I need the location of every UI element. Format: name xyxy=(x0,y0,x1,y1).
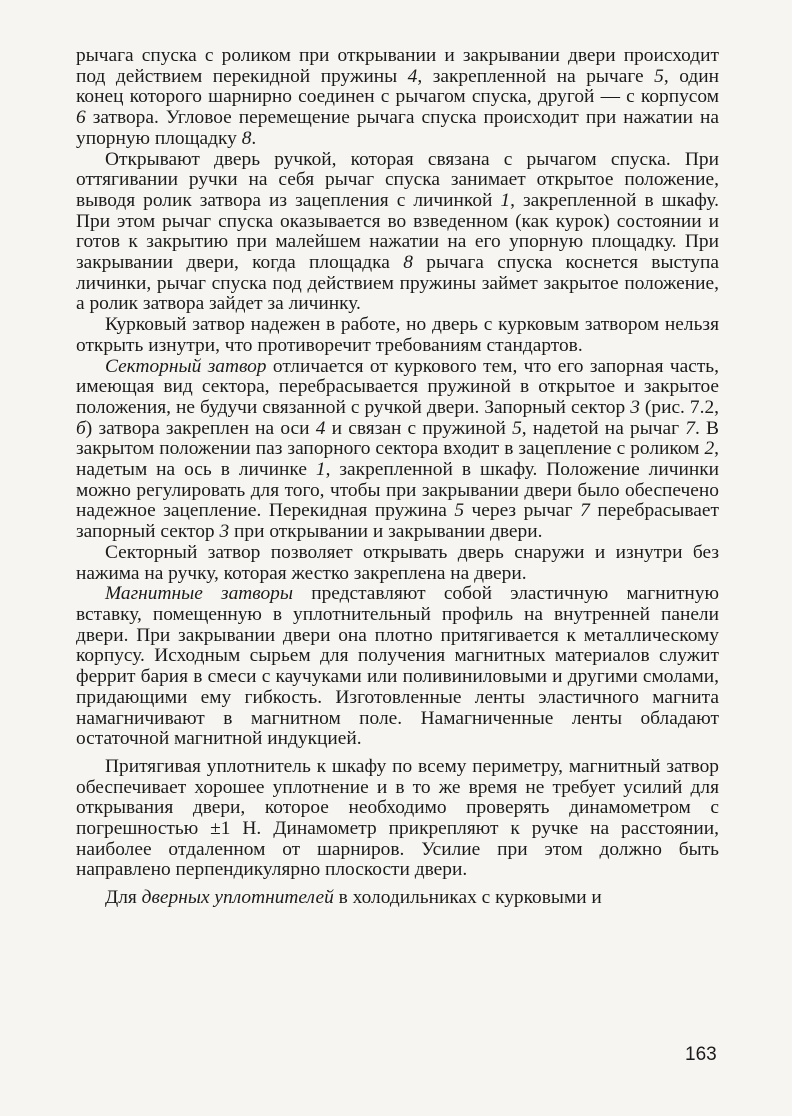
text-run: рычага спуска коснется выступа личинки, рычаг спуска под действием пружины займет закрытое положение, а ролик затвора зайдет за личинку. xyxy=(76,252,719,315)
text-run: Притягивая уплотнитель к шкафу по всему периметру, магнитный затвор обеспечивает хорошее уплотнение и в то же время не требует усилий для открывания двери, которое необходимо проверять динамометром с погрешностью ±1 Н. Динамометр прикрепляют к ручке на расстоянии, наиболее отдаленном от шарниров. Усилие при этом должно быть направлено перпендикулярно плоскости двери. xyxy=(76,755,719,881)
italic-text-run: 4 xyxy=(407,65,418,87)
italic-text-run: 5 xyxy=(654,65,664,87)
italic-text-run: 1 xyxy=(500,189,511,211)
paragraph xyxy=(76,757,719,881)
page-number: 163 xyxy=(685,1044,717,1065)
italic-text-run: 5 xyxy=(512,417,522,439)
text-run: при открывании и закрывании двери. xyxy=(229,521,543,543)
text-run: через рычаг xyxy=(464,500,581,522)
italic-text-run: 3 xyxy=(630,396,640,418)
text-run: , надетым на ось в личинке xyxy=(76,438,719,481)
paragraph xyxy=(76,315,719,356)
text-run: , закрепленной в шкафу. Положение личинки можно регулировать для того, чтобы при закрывании двери было обеспечено надежное зацепление. Перекидная пружина xyxy=(76,459,719,522)
paragraph xyxy=(76,888,719,909)
italic-text-run: 1 xyxy=(315,459,326,481)
italic-text-run: 8 xyxy=(403,252,413,274)
italic-text-run: 8 xyxy=(241,127,252,149)
italic-text-run: дверных уплотнителей xyxy=(141,887,334,909)
text-run: (рис. 7.2, xyxy=(639,396,720,418)
text-run: в холодильниках с курковыми и xyxy=(333,887,602,909)
text-run: Курковый затвор надежен в работе, но дверь с курковым затвором нельзя открыть изнутри, что противоречит требованиям стандартов. xyxy=(76,314,719,356)
paragraph xyxy=(76,584,719,750)
italic-text-run: 2 xyxy=(704,438,715,460)
text-run: рычага спуска с роликом при открывании и закрывании двери происходит под действием перекидной пружины xyxy=(76,45,719,87)
paragraph xyxy=(76,357,719,543)
italic-text-run: 5 xyxy=(454,500,465,522)
text-run: и связан с пружиной xyxy=(325,417,513,439)
text-run: . xyxy=(251,127,257,149)
text-run: перебрасывает запорный сектор xyxy=(76,500,719,543)
body-text xyxy=(76,46,719,909)
text-run: Секторный затвор позволяет открывать дверь снаружи и изнутри без нажима на ручку, которая жестко закреплена на двери. xyxy=(76,541,719,584)
text-run: затвора. Угловое перемещение рычага спуска происходит при нажатии на упорную площадку xyxy=(76,107,719,149)
text-run: , один конец которого шарнирно соединен с рычагом спуска, другой — с корпусом xyxy=(76,65,719,108)
italic-text-run: Магнитные затворы xyxy=(105,583,293,605)
paragraph xyxy=(76,150,719,316)
italic-text-run: 6 xyxy=(76,107,86,129)
text-run: , закрепленной в шкафу. При этом рычаг спуска оказывается во взведенном (как курок) состоянии и готов к закрытию при малейшем нажатии на его упорную площадку. При закрывании двери, когда площадка xyxy=(76,189,719,274)
paragraph xyxy=(76,543,719,584)
italic-text-run: 7 xyxy=(580,500,590,522)
italic-text-run: 4 xyxy=(315,417,326,439)
text-run: отличается от куркового тем, что его запорная часть, имеющая вид сектора, перебрасывается пружиной в открытое и закрытое положения, не будучи связанной с ручкой двери. Запорный сектор xyxy=(76,355,719,418)
text-run: представляют собой эластичную магнитную вставку, помещенную в уплотнительный профиль на внутренней панели двери. При закрывании двери она плотно притягивается к металлическому корпусу. Исходным сырьем для получения магнитных материалов служит феррит бария в смеси с каучуками или поливиниловыми и другими смолами, придающими ему гибкость. Изготовленные ленты эластичного магнита намагничивают в магнитном поле. Намагниченные ленты обладают остаточной магнитной индукцией. xyxy=(76,583,719,750)
italic-text-run: б xyxy=(76,417,86,439)
text-run: Для xyxy=(105,887,142,909)
italic-text-run: 7 xyxy=(685,417,695,439)
text-run: . В закрытом положении паз запорного сектора входит в зацепление с роликом xyxy=(76,417,719,460)
paragraph xyxy=(76,46,719,150)
text-run: , закрепленной на рычаге xyxy=(417,65,655,87)
text-run: , надетой на рычаг xyxy=(521,417,686,439)
italic-text-run: 3 xyxy=(219,521,230,543)
text-run: ) затвора закреплен на оси xyxy=(85,417,316,439)
italic-text-run: Секторный затвор xyxy=(105,355,267,377)
text-run: Открывают дверь ручкой, которая связана с рычагом спуска. При оттягивании ручки на себя рычаг спуска занимает открытое положение, выводя ролик затвора из зацепления с личинкой xyxy=(76,148,719,211)
